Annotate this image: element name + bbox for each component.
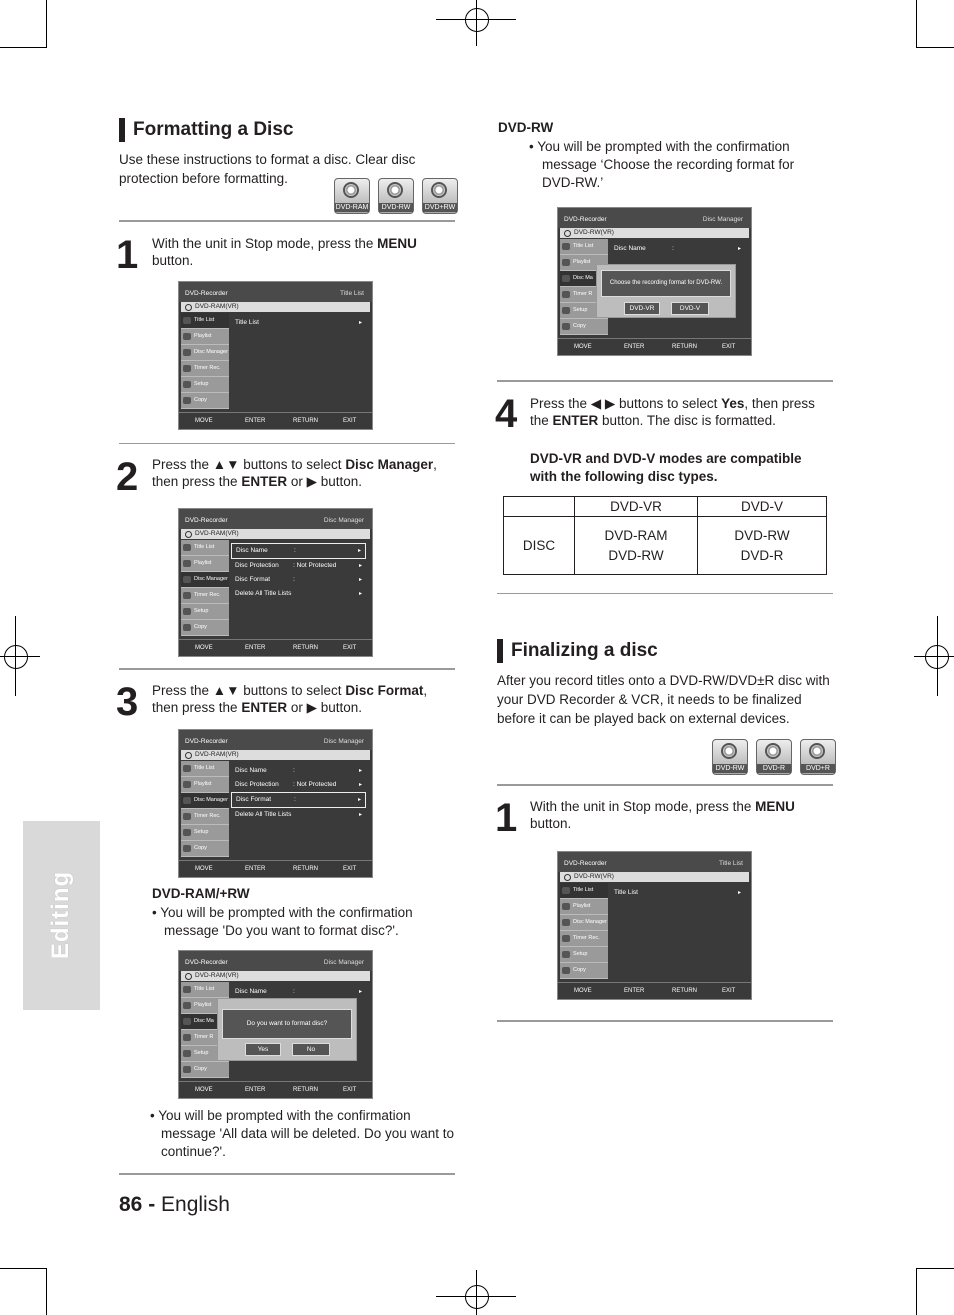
registration-mark	[15, 616, 16, 696]
menu-item-disc-manager[interactable]: Disc Manager	[181, 345, 229, 361]
registration-mark	[914, 656, 954, 657]
crop-mark	[916, 1268, 917, 1315]
osd-row-delete-all[interactable]: Delete All Title Lists ▸	[231, 587, 366, 601]
dvd-vr-option[interactable]: DVD-VR	[624, 302, 660, 315]
choose-message: Choose the recording format for DVD-RW.	[601, 270, 731, 297]
registration-mark	[476, 1270, 477, 1315]
compat-note: DVD-VR and DVD-V modes are compatible with the following disc types.	[530, 451, 802, 484]
crop-mark	[46, 1268, 47, 1315]
menu-item-setup[interactable]: Setup	[560, 303, 608, 319]
menu-item-playlist[interactable]: Playlist	[181, 998, 229, 1014]
step-number: 2	[116, 455, 139, 499]
menu-item-copy[interactable]: Copy	[181, 393, 229, 409]
finalize-intro: After you record titles onto a DVD-RW/DVD±R disc with your DVD Recorder & VCR, it needs to be finalized before it can be played back on external devices.	[497, 673, 830, 726]
registration-mark	[4, 645, 28, 669]
crop-mark	[917, 47, 954, 48]
osd-title-list-ram: DVD-Recorder Title List DVD-RAM(VR) Title List Playlist Disc Manager Timer Rec. Setup Copy Title List ▸ MOVE ENTER RETURN EXIT	[178, 281, 373, 430]
menu-item-playlist[interactable]: Playlist	[181, 777, 229, 793]
step-number: 1	[116, 233, 139, 277]
confirm-message: Do you want to format disc?	[222, 1009, 352, 1039]
divider	[497, 593, 833, 594]
dvd-v-option[interactable]: DVD-V	[671, 302, 709, 315]
osd-title-list-rw: DVD-Recorder Title List DVD-RW(VR) Title List Playlist Disc Manager Timer Rec. Setup Copy Title List ▸ MOVE ENTER RETURN EXIT	[557, 851, 752, 1000]
confirm-dialog	[217, 998, 357, 1061]
dvd-r-icon: DVD-R	[756, 739, 792, 775]
page-number: 86 - English	[119, 1193, 230, 1216]
divider	[497, 380, 833, 382]
menu-item-copy[interactable]: Copy	[181, 620, 229, 636]
menu-item-playlist[interactable]: Playlist	[181, 556, 229, 572]
section-tab	[23, 821, 100, 1010]
menu-item-playlist[interactable]: Playlist	[181, 329, 229, 345]
section-tab-label: Editing	[47, 870, 74, 960]
crop-mark	[46, 0, 47, 48]
registration-mark	[465, 1285, 489, 1309]
subheading-dvd-ram: DVD-RAM/+RW	[152, 886, 250, 901]
menu-item-disc-manager[interactable]: Disc Ma	[560, 271, 608, 287]
menu-item-timer-rec[interactable]: Timer R	[181, 1030, 229, 1046]
menu-item-timer-rec[interactable]: Timer Rec.	[181, 361, 229, 377]
menu-item-copy[interactable]: Copy	[181, 841, 229, 857]
osd-row-disc-format[interactable]: Disc Format : ▸	[231, 573, 366, 587]
menu-item-playlist[interactable]: Playlist	[560, 899, 608, 915]
intro-text: Use these instructions to format a disc. Clear disc protection before formatting.	[119, 152, 416, 186]
table-header: DVD-V	[698, 497, 827, 517]
osd-row-delete-all[interactable]: Delete All Title Lists ▸	[231, 808, 366, 822]
divider	[119, 220, 455, 222]
crop-mark	[0, 1268, 46, 1269]
menu-item-timer-rec[interactable]: Timer R	[560, 287, 608, 303]
dvd-ram-icon: DVD-RAM	[334, 178, 370, 214]
osd-row-disc-name[interactable]: Disc Name : ▸	[231, 543, 366, 559]
finalize-step-1-text: With the unit in Stop mode, press the MENU button.	[530, 799, 795, 831]
osd-row-disc-name[interactable]: Disc Name : ▸	[231, 764, 366, 778]
menu-item-title-list[interactable]: Title List	[560, 883, 608, 899]
osd-row[interactable]: Title List ▸	[231, 316, 366, 330]
menu-item-title-list[interactable]: Title List	[560, 239, 608, 255]
menu-item-timer-rec[interactable]: Timer Rec.	[560, 931, 608, 947]
dvd-plus-rw-icon: DVD+RW	[422, 178, 458, 214]
menu-item-disc-manager[interactable]: Disc Ma	[181, 1014, 229, 1030]
delete-bullet: • You will be prompted with the confirmation message 'All data will be deleted. Do you want to continue?'.	[150, 1108, 454, 1159]
compat-table	[503, 496, 827, 575]
menu-item-title-list[interactable]: Title List	[181, 982, 229, 998]
menu-item-title-list[interactable]: Title List	[181, 761, 229, 777]
dvd-plus-r-icon: DVD+R	[800, 739, 836, 775]
format-choice-dialog	[596, 264, 736, 318]
registration-mark	[476, 0, 477, 46]
disc-type-icons	[712, 739, 836, 775]
menu-item-title-list[interactable]: Title List	[181, 540, 229, 556]
menu-item-disc-manager[interactable]: Disc Manager	[560, 915, 608, 931]
table-cell: DVD-RAM DVD-RW	[575, 517, 698, 575]
no-button[interactable]: No	[292, 1043, 330, 1056]
osd-format-confirm: DVD-Recorder Disc Manager DVD-RAM(VR) Title List Playlist Disc Ma Timer R Setup Copy Disc Name : ▸ Do you want to format disc? Yes No MOVE ENTER RETURN EXIT	[178, 950, 373, 1099]
menu-item-setup[interactable]: Setup	[181, 825, 229, 841]
divider	[119, 443, 455, 444]
osd-disc-manager-2: DVD-Recorder Disc Manager DVD-RAM(VR) Title List Playlist Disc Manager Timer Rec. Setup Copy Disc Name : ▸ Disc Protection : Not Protected ▸ Disc Format : ▸ Delete All Title Lists ▸ MOVE ENTER RETURN EXIT	[178, 729, 373, 878]
table-cell: DVD-RW DVD-R	[698, 517, 827, 575]
menu-item-playlist[interactable]: Playlist	[560, 255, 608, 271]
disc-type-icons	[334, 178, 458, 214]
crop-mark	[917, 1268, 954, 1269]
table-header: DVD-VR	[575, 497, 698, 517]
menu-item-title-list[interactable]: Title List	[181, 313, 229, 329]
divider	[119, 1173, 455, 1175]
menu-item-setup[interactable]: Setup	[560, 947, 608, 963]
step-4-text: Press the ◀ ▶ buttons to select Yes, then press the ENTER button. The disc is formatted.	[530, 396, 815, 428]
osd-row-disc-protection[interactable]: Disc Protection : Not Protected ▸	[231, 559, 366, 573]
divider	[119, 668, 455, 670]
menu-item-disc-manager[interactable]: Disc Manager	[181, 572, 229, 588]
menu-item-copy[interactable]: Copy	[560, 963, 608, 979]
rw-bullet: • You will be prompted with the confirmation message ‘Choose the recording format for DVD-RW.’	[529, 139, 795, 190]
divider	[497, 1020, 833, 1022]
osd-row-disc-name[interactable]: Disc Name : ▸	[610, 242, 745, 256]
osd-row-disc-protection[interactable]: Disc Protection : Not Protected ▸	[231, 778, 366, 792]
osd-row-disc-format[interactable]: Disc Format : ▸	[231, 792, 366, 808]
registration-mark	[465, 8, 489, 32]
registration-mark	[0, 656, 40, 657]
crop-mark	[0, 47, 46, 48]
step-number: 4	[495, 392, 518, 436]
step-3-text: Press the ▲▼ buttons to select Disc Format, then press the ENTER or ▶ button.	[152, 683, 428, 715]
step-2-text: Press the ▲▼ buttons to select Disc Manager, then press the ENTER or ▶ button.	[152, 457, 437, 489]
menu-item-setup[interactable]: Setup	[181, 1046, 229, 1062]
registration-mark	[937, 616, 938, 696]
divider	[497, 784, 833, 786]
dvd-rw-icon: DVD-RW	[712, 739, 748, 775]
menu-item-setup[interactable]: Setup	[181, 377, 229, 393]
crop-mark	[916, 0, 917, 48]
yes-button[interactable]: Yes	[245, 1043, 281, 1056]
dvd-rw-icon: DVD-RW	[378, 178, 414, 214]
osd-disc-manager-1: DVD-Recorder Disc Manager DVD-RAM(VR) Title List Playlist Disc Manager Timer Rec. Setup Copy Disc Name : ▸ Disc Protection : Not Protected ▸ Disc Format : ▸ Delete All Title Lists ▸ MOVE ENTER RETURN EXIT	[178, 508, 373, 657]
table-row-label: DISC	[504, 517, 575, 575]
ram-bullet: • You will be prompted with the confirmation message 'Do you want to format disc?'.	[152, 905, 413, 938]
subheading-dvd-rw: DVD-RW	[498, 120, 554, 135]
osd-choose-format: DVD-Recorder Disc Manager DVD-RW(VR) Title List Playlist Disc Ma Timer R Setup Copy Disc Name : ▸ Choose the recording format for DVD-RW. DVD-VR DVD-V MOVE ENTER RETURN EXIT	[557, 207, 752, 356]
osd-row[interactable]: Title List ▸	[610, 886, 745, 900]
menu-item-copy[interactable]: Copy	[560, 319, 608, 335]
osd-row-disc-name[interactable]: Disc Name : ▸	[231, 985, 366, 999]
step-1-text: With the unit in Stop mode, press the MENU button.	[152, 236, 417, 268]
menu-item-setup[interactable]: Setup	[181, 604, 229, 620]
menu-item-timer-rec[interactable]: Timer Rec.	[181, 809, 229, 825]
section-heading-finalizing: Finalizing a disc	[497, 639, 658, 663]
step-number: 3	[116, 680, 139, 724]
section-heading-formatting: Formatting a Disc	[119, 118, 293, 142]
menu-item-disc-manager[interactable]: Disc Manager	[181, 793, 229, 809]
step-number: 1	[495, 796, 518, 840]
menu-item-timer-rec[interactable]: Timer Rec.	[181, 588, 229, 604]
menu-item-copy[interactable]: Copy	[181, 1062, 229, 1078]
